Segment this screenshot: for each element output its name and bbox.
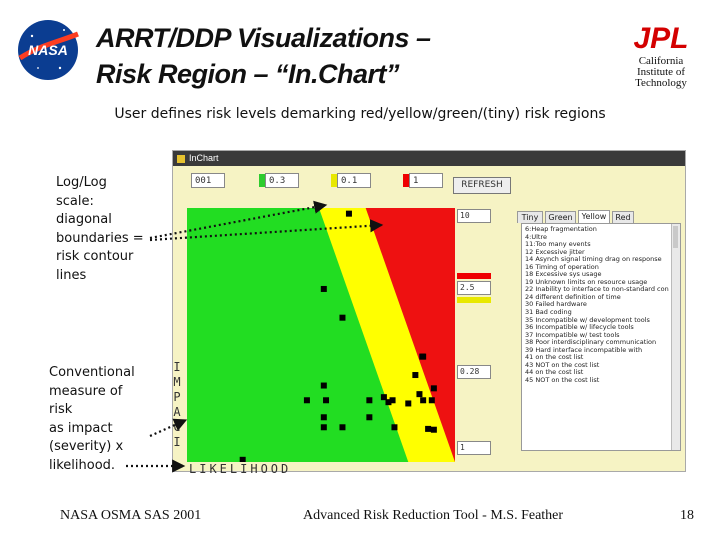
loglog-annotation-line: boundaries = — [56, 230, 144, 246]
threshold-yellow-input[interactable] — [337, 173, 371, 188]
risk-list — [522, 224, 680, 384]
title-line-1: ARRT/DDP Visualizations – — [96, 23, 431, 53]
loglog-annotation-line: risk contour — [56, 249, 134, 264]
list-scrollbar[interactable] — [671, 224, 680, 450]
loglog-annotation-line: lines — [56, 267, 87, 283]
scrollbar-thumb[interactable] — [673, 226, 678, 248]
risk-list-item[interactable]: 14 Asynch signal timing drag on response — [525, 255, 662, 264]
footer-center: Advanced Risk Reduction Tool - M.S. Feather — [303, 508, 564, 523]
risk-point[interactable] — [416, 391, 422, 397]
risk-list-item[interactable]: 22 Inability to interface to non-standard con — [525, 285, 669, 294]
loglog-annotation — [56, 174, 144, 285]
risk-point[interactable] — [431, 385, 437, 391]
risk-point[interactable] — [321, 414, 327, 420]
refresh-button[interactable]: REFRESH — [453, 177, 511, 194]
jpl-caption-line: Institute of — [637, 66, 685, 78]
tab-yellow[interactable]: Yellow — [578, 210, 610, 223]
risk-list-item[interactable]: 12 Excessive jitter — [525, 247, 585, 256]
risk-list-item[interactable]: 38 Poor interdisciplinary communication — [525, 338, 657, 347]
risk-point[interactable] — [366, 397, 372, 403]
risk-point[interactable] — [385, 399, 391, 405]
risk-point[interactable] — [391, 424, 397, 430]
risk-listbox[interactable] — [521, 223, 681, 451]
risk-list-item[interactable]: 44 on the cost list — [525, 368, 584, 377]
conventional-annotation-line: Conventional — [49, 365, 135, 380]
threshold-red-input[interactable] — [409, 173, 443, 188]
risk-point[interactable] — [431, 427, 437, 433]
risk-list-item[interactable]: 43 NOT on the cost list — [525, 360, 600, 369]
risk-point[interactable] — [420, 397, 426, 403]
risk-list-item[interactable]: 31 Bad coding — [525, 308, 572, 317]
threshold-tiny-input[interactable] — [191, 173, 225, 188]
risk-point[interactable] — [419, 354, 425, 360]
side-value-field[interactable]: 10 — [457, 209, 491, 223]
risk-point[interactable] — [429, 397, 435, 403]
jpl-caption-line: Technology — [635, 77, 687, 89]
risk-point[interactable] — [366, 414, 372, 420]
risk-point[interactable] — [323, 397, 329, 403]
yellow-level-bar — [457, 297, 491, 303]
footer-left: NASA OSMA SAS 2001 — [60, 508, 202, 523]
loglog-annotation-line: diagonal — [56, 212, 112, 227]
tab-green[interactable]: Green — [545, 211, 576, 223]
loglog-annotation-line: Log/Log — [56, 175, 107, 190]
impact-axis-letter: C — [173, 420, 181, 434]
risk-point[interactable] — [304, 397, 310, 403]
risk-point[interactable] — [405, 400, 411, 406]
jpl-caption-line: California — [638, 55, 684, 67]
impact-axis-letter: P — [173, 390, 181, 404]
risk-point[interactable] — [425, 426, 431, 432]
risk-list-item[interactable]: 18 Excessive sys usage — [525, 270, 602, 279]
jpl-caption — [626, 56, 696, 89]
conventional-annotation-line: (severity) x — [49, 439, 124, 454]
tab-tiny[interactable]: Tiny — [517, 211, 543, 223]
risk-list-item[interactable]: 6:Heap fragmentation — [525, 225, 597, 233]
impact-axis-letter: A — [173, 405, 181, 419]
slide-number: 18 — [680, 508, 694, 523]
risk-list-item[interactable]: 41 on the cost list — [525, 353, 584, 362]
conventional-annotation-line: as impact — [49, 420, 113, 436]
risk-list-item[interactable]: 35 Incompatible w/ development tools — [525, 315, 650, 324]
risk-point[interactable] — [339, 424, 345, 430]
risk-list-item[interactable]: 36 Incompatible w/ lifecycle tools — [525, 323, 634, 332]
risk-list-item[interactable]: 37 Incompatible w/ test tools — [525, 330, 620, 339]
tab-red[interactable]: Red — [612, 211, 634, 223]
slide-title — [96, 20, 431, 92]
risk-list-item[interactable]: 11:Too many events — [525, 240, 591, 249]
side-value-field[interactable]: 1 — [457, 441, 491, 455]
risk-point[interactable] — [321, 383, 327, 389]
window-titlebar[interactable] — [173, 151, 685, 166]
impact-axis-label — [172, 360, 182, 450]
jpl-logo-text: JPL — [633, 22, 689, 52]
risk-point[interactable] — [321, 424, 327, 430]
risk-list-item[interactable]: 4:Ultre — [525, 232, 547, 241]
impact-axis-letter: M — [173, 375, 181, 389]
nasa-logo — [14, 16, 82, 84]
side-value-field[interactable]: 0.28 — [457, 365, 491, 379]
title-line-2: Risk Region – “In.Chart” — [96, 59, 400, 89]
impact-axis-letter: I — [173, 360, 181, 374]
side-value-field[interactable]: 2.5 — [457, 281, 491, 295]
risk-list-item[interactable]: 45 NOT on the cost list — [525, 375, 600, 384]
red-level-bar — [457, 273, 491, 279]
conventional-annotation-line: likelihood. — [49, 457, 116, 473]
loglog-annotation-line: scale: — [56, 193, 94, 209]
app-icon — [177, 155, 185, 163]
risk-list-item[interactable]: 24 different definition of time — [525, 292, 621, 301]
slide-subtitle: User defines risk levels demarking red/yellow/green/(tiny) risk regions — [114, 106, 606, 122]
risk-region-chart — [187, 208, 455, 462]
risk-list-item[interactable]: 16 Timing of operation — [525, 262, 599, 271]
risk-list-item[interactable]: 19 Unknown limits on resource usage — [525, 277, 648, 286]
window-title: InChart — [189, 153, 219, 163]
likelihood-axis-label: LIKELIHOOD — [189, 462, 292, 476]
inchart-window — [172, 150, 686, 472]
impact-axis-letter: I — [173, 435, 181, 449]
risk-list-item[interactable]: 39 Hard interface incompatible with — [525, 345, 643, 354]
risk-point[interactable] — [346, 211, 352, 217]
jpl-logo — [626, 22, 696, 52]
risk-point[interactable] — [321, 286, 327, 292]
threshold-green-input[interactable] — [265, 173, 299, 188]
conventional-annotation-line: risk — [49, 402, 73, 417]
nasa-logo-text: NASA — [28, 42, 68, 58]
risk-point[interactable] — [339, 315, 345, 321]
conventional-annotation — [49, 364, 135, 475]
risk-point[interactable] — [412, 372, 418, 378]
conventional-annotation-line: measure of — [49, 383, 123, 399]
risk-list-item[interactable]: 30 Failed hardware — [525, 300, 587, 309]
